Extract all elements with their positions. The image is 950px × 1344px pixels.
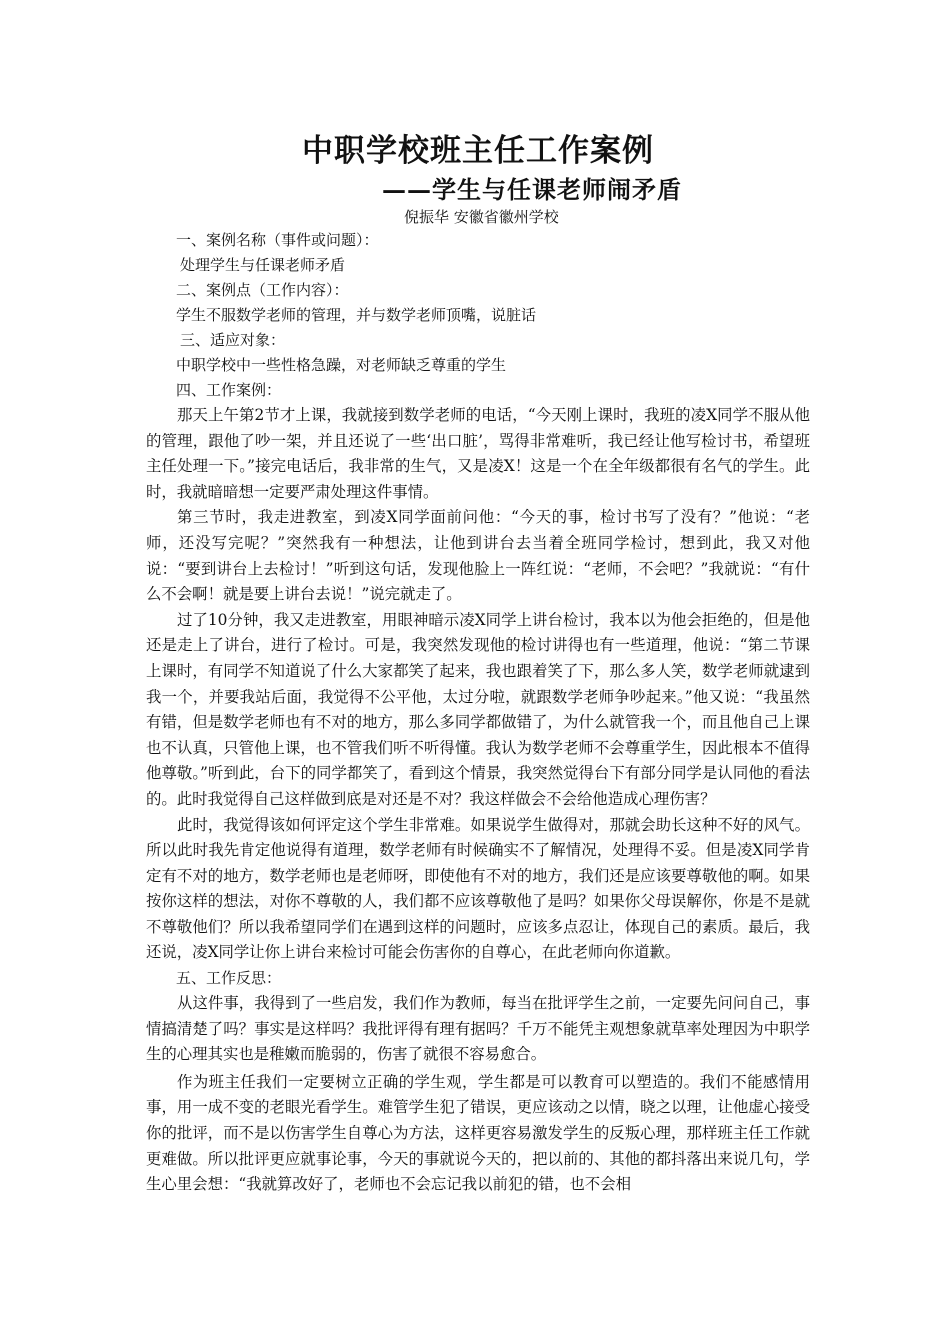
- document-page: [146, 128, 810, 1198]
- section-2-body: 学生不服数学老师的管理，并与数学老师顶嘴，说脏话: [176, 306, 537, 324]
- author-line: 倪振华 安徽省徽州学校: [404, 208, 559, 226]
- reflection-paragraph-1: 从这件事，我得到了一些启发，我们作为教师，每当在批评学生之前，一定要先问问自己，事情搞清楚了吗？事实是这样吗？我批评得有理有据吗？千万不能凭主观想象就草率处理因为中职学生的心理其实也是稚嫩而脆弱的，伤害了就很不容易愈合。: [146, 994, 810, 1064]
- case-paragraph-2: 第三节时，我走进教室，到凌X同学面前问他：“今天的事，检讨书写了没有？”他说：“老师，还没写完呢？”突然我有一种想法，让他到讲台去当着全班同学检讨，想到此，我又对他说：“要到讲台上去检讨！”听到这句话，发现他脸上一阵红说：“老师，不会吧？”我就说：“有什么不会啊！就是要上讲台去说！”说完就走了。: [146, 508, 810, 604]
- section-1-body: 处理学生与任课老师矛盾: [180, 256, 346, 274]
- section-3-heading: 三、适应对象：: [180, 331, 286, 349]
- case-paragraph-3: 过了10分钟，我又走进教室，用眼神暗示凌X同学上讲台检讨，我本以为他会拒绝的，但是他还是走上了讲台，进行了检讨。可是，我突然发现他的检讨讲得也有一些道理，他说：“第二节课上课时，有同学不知道说了什么大家都笑了起来，我也跟着笑了下，那么多人笑，数学老师就逮到我一个，并要我站后面，我觉得不公平他，太过分啦，就跟数学老师争吵起来。”他又说：“我虽然有错，但是数学老师也有不对的地方，那么多同学都做错了，为什么就管我一个，而且他自己上课也不认真，只管他上课，也不管我们听不听得懂。我认为数学老师不会尊重学生，因此根本不值得他尊敬。”听到此，台下的同学都笑了，看到这个情景，我突然觉得台下有部分同学是认同他的看法的。此时我觉得自己这样做到底是对还是不对？我这样做会不会给他造成心理伤害？: [146, 610, 810, 808]
- section-4-heading: 四、工作案例：: [176, 381, 282, 399]
- section-2-heading: 二、案例点（工作内容）：: [176, 281, 349, 299]
- document-subtitle: ——学生与任课老师闹矛盾: [382, 175, 682, 204]
- section-3-body: 中职学校中一些性格急躁，对老师缺乏尊重的学生: [176, 356, 507, 374]
- reflection-paragraph-2: 作为班主任我们一定要树立正确的学生观，学生都是可以教育可以塑造的。我们不能感情用事，用一成不变的老眼光看学生。难管学生犯了错误，更应该动之以情，晓之以理，让他虚心接受你的批评，而不是以伤害学生自尊心为方法，这样更容易激发学生的反叛心理，那样班主任工作就更难做。所以批评更应就事论事，今天的事就说今天的，把以前的、其他的都抖落出来说几句，学生心里会想：“我就算改好了，老师也不会忘记我以前犯的错，也不会相: [146, 1072, 810, 1194]
- case-paragraph-4: 此时，我觉得该如何评定这个学生非常难。如果说学生做得对，那就会助长这种不好的风气。所以此时我先肯定他说得有道理，数学老师有时候确实不了解情况，处理得不妥。但是凌X同学肯定有不对的地方，数学老师也是老师呀，即使他有不对的地方，我们还是应该要尊敬他的啊。如果按你这样的想法，对你不尊敬的人，我们都不应该尊敬他了是吗？如果你父母误解你，你是不是就不尊敬他们？所以我希望同学们在遇到这样的问题时，应该多点忍让，体现自己的素质。最后，我还说，凌X同学让你上讲台来检讨可能会伤害你的自尊心，在此老师向你道歉。: [146, 815, 810, 962]
- case-paragraph-1: 那天上午第2节才上课，我就接到数学老师的电话，“今天刚上课时，我班的凌X同学不服从他的管理，跟他了吵一架，并且还说了一些‘出口脏’，骂得非常难听，我已经让他写检讨书，希望班主任处理一下。”接完电话后，我非常的生气，又是凌X！这是一个在全年级都很有名气的学生。此时，我就暗暗想一定要严肃处理这件事情。: [146, 406, 810, 501]
- section-1-heading: 一、案例名称（事件或问题）：: [176, 231, 379, 249]
- section-5-heading: 五、工作反思：: [176, 969, 282, 988]
- document-title: 中职学校班主任工作案例: [302, 133, 654, 169]
